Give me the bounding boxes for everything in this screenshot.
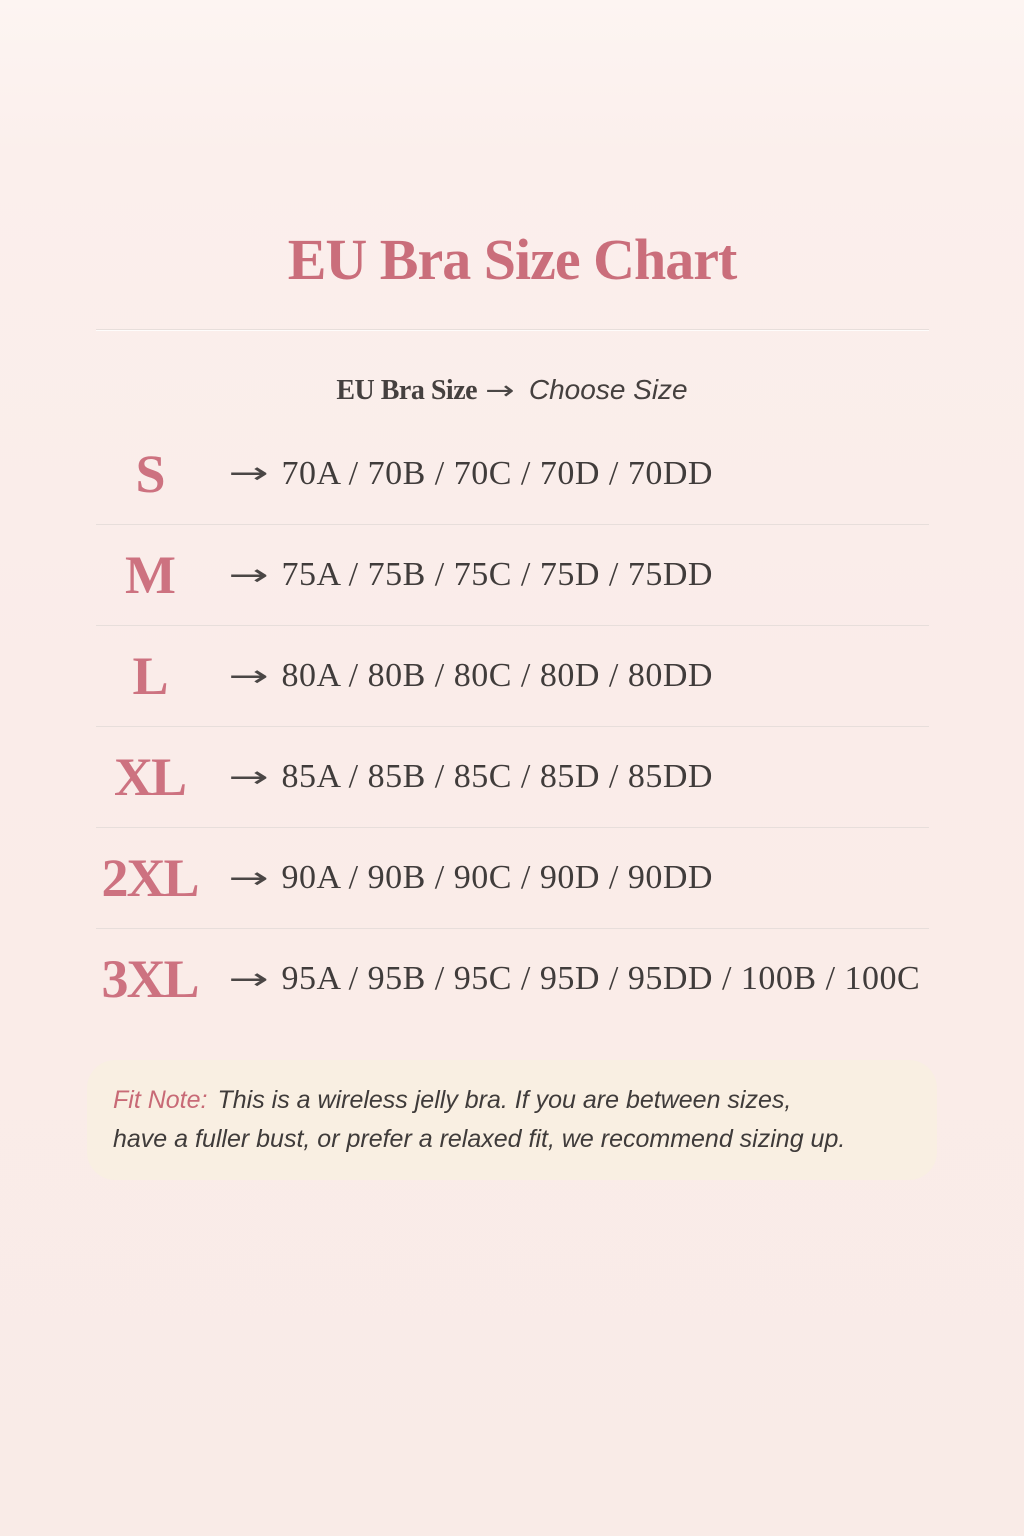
table-row-3xl xyxy=(96,928,929,1029)
size-label: XL xyxy=(113,747,185,807)
fit-note-line2: have a fuller bust, or prefer a relaxed fit, we recommend sizing up. xyxy=(113,1125,846,1153)
size-table xyxy=(96,423,929,1029)
right-arrow-icon: → xyxy=(228,961,269,997)
table-row-xl xyxy=(96,726,929,827)
title-divider xyxy=(96,329,929,330)
size-values: 85A / 85B / 85C / 85D / 85DD xyxy=(281,758,713,795)
page-title: EU Bra Size Chart xyxy=(287,227,737,292)
table-row-s xyxy=(96,423,929,524)
fit-note-text1: This is a wireless jelly bra. If you are between sizes, xyxy=(217,1086,792,1114)
fit-note-label: Fit Note: xyxy=(113,1086,208,1114)
right-arrow-icon: → xyxy=(228,759,269,795)
right-arrow-icon: → xyxy=(228,456,269,491)
legend-right-label: Choose Size xyxy=(528,374,688,405)
table-row-m xyxy=(96,524,929,625)
size-label: S xyxy=(135,443,164,504)
right-arrow-icon: → xyxy=(485,376,515,406)
right-arrow-icon: → xyxy=(228,658,269,694)
chart-legend xyxy=(0,374,1024,407)
table-row-l xyxy=(96,625,929,726)
size-values: 80A / 80B / 80C / 80D / 80DD xyxy=(281,657,713,694)
size-values: 90A / 90B / 90C / 90D / 90DD xyxy=(281,859,713,896)
size-values: 70A / 70B / 70C / 70D / 70DD xyxy=(281,454,713,492)
size-label: 2XL xyxy=(101,848,198,908)
table-row-2xl xyxy=(96,827,929,928)
right-arrow-icon: → xyxy=(228,860,269,896)
legend-left-label: EU Bra Size xyxy=(336,375,478,406)
fit-note-box xyxy=(87,1060,937,1180)
size-values: 95A / 95B / 95C / 95D / 95DD / 100B / 100C xyxy=(281,960,921,997)
size-label: 3XL xyxy=(101,949,198,1009)
fit-note-line1 xyxy=(113,1081,911,1120)
size-label: L xyxy=(132,646,167,706)
right-arrow-icon: → xyxy=(228,557,269,593)
size-values: 75A / 75B / 75C / 75D / 75DD xyxy=(281,556,713,593)
size-label: M xyxy=(125,545,174,605)
